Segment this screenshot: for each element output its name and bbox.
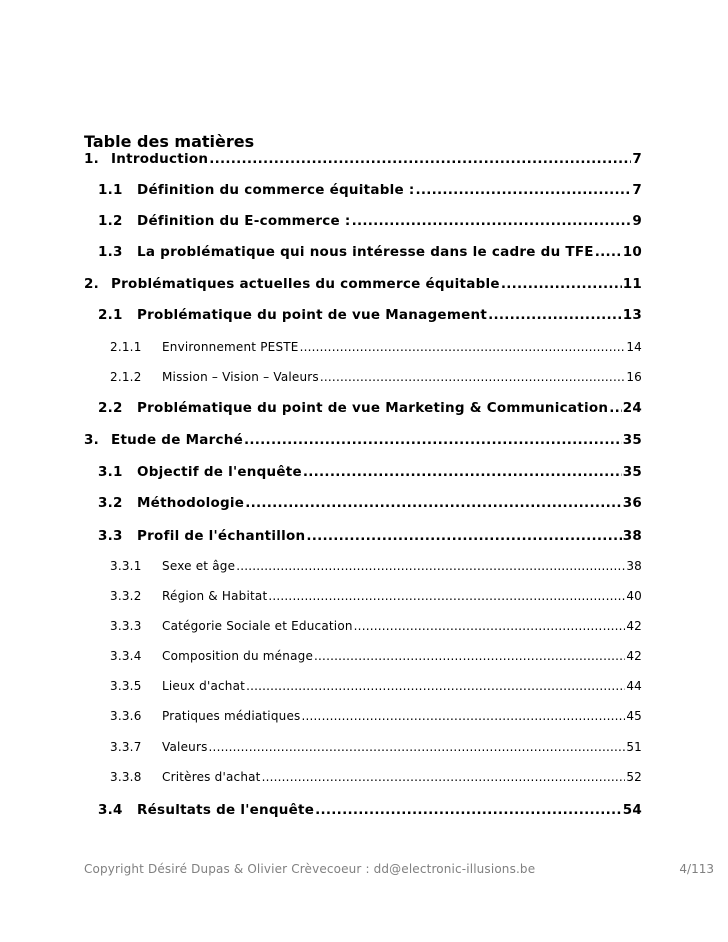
- dot-leader: [595, 244, 622, 260]
- toc-entry-label: Critères d'achat: [162, 770, 261, 784]
- toc-entry-number: 3.: [84, 432, 100, 448]
- toc-entry[interactable]: [110, 619, 642, 633]
- toc-entry-page: 9: [632, 213, 642, 229]
- toc-entry-number: 3.3.1: [110, 559, 142, 573]
- toc-entry[interactable]: [110, 370, 642, 384]
- dot-leader: [416, 182, 632, 198]
- toc-entry[interactable]: [110, 559, 642, 573]
- dot-leader: [262, 770, 626, 784]
- toc-entry-number: 3.2: [98, 495, 123, 511]
- toc-entry-page: 36: [622, 495, 642, 511]
- toc-entry-page: 44: [626, 679, 642, 693]
- dot-leader: [236, 559, 625, 573]
- toc-entry-label: Méthodologie: [137, 495, 245, 511]
- footer-page-number: 4/113: [679, 862, 714, 876]
- toc-entry[interactable]: [84, 276, 642, 292]
- toc-entry-label: Problématiques actuelles du commerce équitable: [111, 276, 500, 292]
- toc-entry-number: 3.3.6: [110, 709, 142, 723]
- toc-entry-page: 45: [626, 709, 642, 723]
- toc-entry-label: Valeurs: [162, 740, 208, 754]
- toc-entry-page: 16: [626, 370, 642, 384]
- dot-leader: [245, 495, 621, 511]
- toc-entry-label: Région & Habitat: [162, 589, 268, 603]
- toc-entry-label: La problématique qui nous intéresse dans le cadre du TFE: [137, 244, 594, 260]
- toc-entry-number: 2.1.2: [110, 370, 142, 384]
- toc-entry-label: Pratiques médiatiques: [162, 709, 301, 723]
- toc-entry-page: 7: [632, 151, 642, 167]
- toc-entry[interactable]: [98, 400, 642, 416]
- toc-entry[interactable]: [110, 589, 642, 603]
- dot-leader: [306, 528, 621, 544]
- toc-entry-label: Problématique du point de vue Marketing & Communication: [137, 400, 609, 416]
- dot-leader: [314, 649, 625, 663]
- toc-entry-page: 13: [622, 307, 642, 323]
- toc-entry-page: 35: [622, 464, 642, 480]
- toc-entry-page: 54: [622, 802, 642, 818]
- toc-entry-label: Mission – Vision – Valeurs: [162, 370, 319, 384]
- toc-entry-number: 2.: [84, 276, 100, 292]
- toc-entry[interactable]: [98, 182, 642, 198]
- toc-entry-label: Lieux d'achat: [162, 679, 246, 693]
- toc-entry[interactable]: [98, 528, 642, 544]
- toc-entry-label: Sexe et âge: [162, 559, 236, 573]
- toc-entry[interactable]: [84, 432, 642, 448]
- toc-entry-number: 3.4: [98, 802, 123, 818]
- toc-entry-label: Définition du E-commerce :: [137, 213, 351, 229]
- toc-entry-page: 38: [622, 528, 642, 544]
- toc-entry-number: 1.2: [98, 213, 123, 229]
- toc-entry-page: 24: [622, 400, 642, 416]
- toc-entry-number: 3.3.2: [110, 589, 142, 603]
- toc-entry[interactable]: [98, 495, 642, 511]
- toc-entry-label: Catégorie Sociale et Education: [162, 619, 353, 633]
- dot-leader: [268, 589, 625, 603]
- toc-entry-number: 3.1: [98, 464, 123, 480]
- toc-entry-page: 52: [626, 770, 642, 784]
- toc-entry-label: Profil de l'échantillon: [137, 528, 306, 544]
- toc-entry-page: 14: [626, 340, 642, 354]
- toc-entry-label: Composition du ménage: [162, 649, 314, 663]
- toc-entry-number: 2.1.1: [110, 340, 142, 354]
- toc-entry-label: Introduction: [111, 151, 209, 167]
- toc-entry-number: 3.3: [98, 528, 123, 544]
- dot-leader: [209, 740, 626, 754]
- toc-entry[interactable]: [98, 244, 642, 260]
- dot-leader: [315, 802, 622, 818]
- toc-title: Table des matières: [84, 132, 255, 151]
- toc-entry[interactable]: [98, 464, 642, 480]
- toc-entry-page: 51: [626, 740, 642, 754]
- dot-leader: [352, 213, 632, 229]
- toc-entry-label: Objectif de l'enquête: [137, 464, 302, 480]
- toc-entry-label: Résultats de l'enquête: [137, 802, 315, 818]
- toc-entry-page: 10: [622, 244, 642, 260]
- dot-leader: [246, 679, 625, 693]
- toc-entry-number: 3.3.4: [110, 649, 142, 663]
- toc-entry-page: 7: [632, 182, 642, 198]
- dot-leader: [501, 276, 622, 292]
- toc-entry-number: 3.3.7: [110, 740, 142, 754]
- toc-entry-number: 1.1: [98, 182, 123, 198]
- toc-entry-page: 11: [622, 276, 642, 292]
- toc-entry[interactable]: [110, 679, 642, 693]
- toc-entry-label: Problématique du point de vue Management: [137, 307, 488, 323]
- toc-entry[interactable]: [84, 151, 642, 167]
- toc-entry[interactable]: [110, 770, 642, 784]
- toc-entry-label: Etude de Marché: [111, 432, 244, 448]
- toc-entry[interactable]: [110, 649, 642, 663]
- dot-leader: [354, 619, 626, 633]
- dot-leader: [488, 307, 622, 323]
- dot-leader: [303, 464, 622, 480]
- toc-entry-number: 1.: [84, 151, 100, 167]
- toc-entry[interactable]: [98, 802, 642, 818]
- toc-entry-number: 2.2: [98, 400, 123, 416]
- toc-entry[interactable]: [98, 213, 642, 229]
- toc-entry-number: 2.1: [98, 307, 123, 323]
- dot-leader: [320, 370, 625, 384]
- dot-leader: [609, 400, 621, 416]
- toc-entry-page: 40: [626, 589, 642, 603]
- toc-entry-number: 3.3.3: [110, 619, 142, 633]
- toc-entry-number: 3.3.5: [110, 679, 142, 693]
- dot-leader: [244, 432, 622, 448]
- toc-entry-page: 35: [622, 432, 642, 448]
- toc-entry[interactable]: [98, 307, 642, 323]
- toc-entry-number: 1.3: [98, 244, 123, 260]
- toc-entry-page: 42: [626, 619, 642, 633]
- footer-copyright: Copyright Désiré Dupas & Olivier Crèvecoeur : dd@electronic-illusions.be: [84, 862, 536, 876]
- toc-entry-page: 38: [626, 559, 642, 573]
- toc-entry[interactable]: [110, 740, 642, 754]
- dot-leader: [209, 151, 631, 167]
- dot-leader: [300, 340, 626, 354]
- toc-entry-number: 3.3.8: [110, 770, 142, 784]
- toc-entry-label: Définition du commerce équitable :: [137, 182, 415, 198]
- dot-leader: [302, 709, 626, 723]
- toc-entry-label: Environnement PESTE: [162, 340, 299, 354]
- toc-entry[interactable]: [110, 709, 642, 723]
- toc-entry-page: 42: [626, 649, 642, 663]
- toc-entry[interactable]: [110, 340, 642, 354]
